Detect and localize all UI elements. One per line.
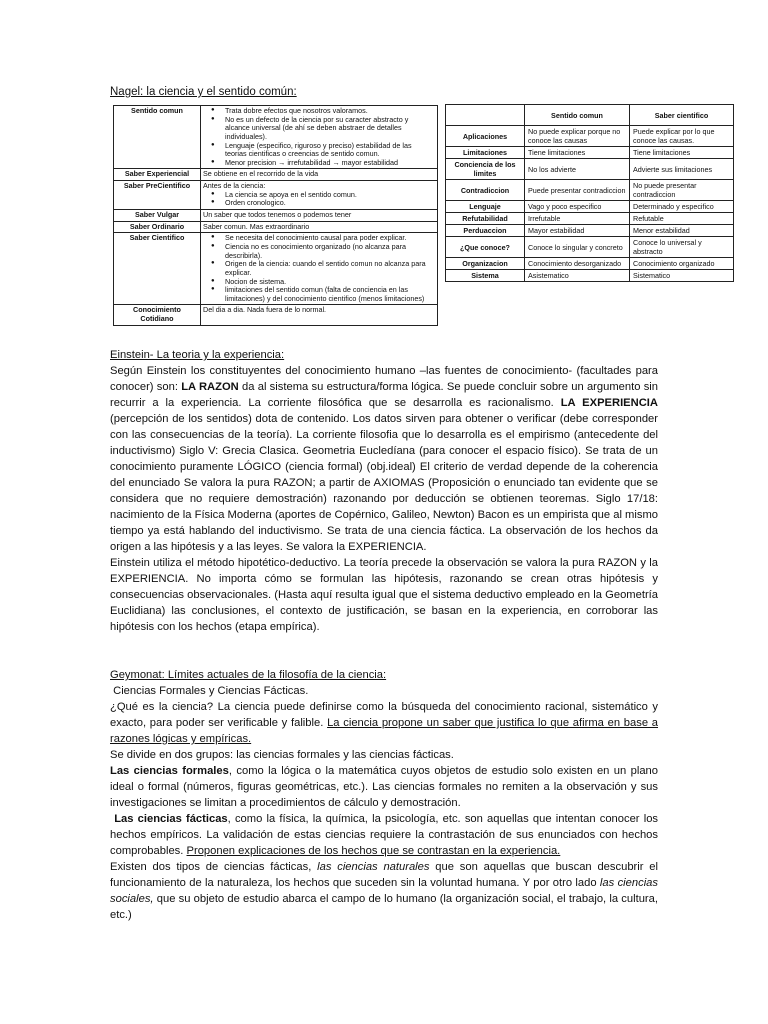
table-row — [446, 270, 734, 282]
table-cell: Perduaccion — [446, 225, 525, 237]
text-run-underlined: Proponen explicaciones de los hechos que se contrastan en la experiencia. — [186, 845, 561, 857]
table-cell: Puede presentar contradiccion — [525, 180, 630, 201]
bullet-item: ● Orden cronologico. — [225, 199, 435, 208]
text-run: ¿Qué es la ciencia? La ciencia puede definirse como la búsqueda del conocimiento racional, sistemático y exacto, para poder ser verificable y falible. — [110, 701, 658, 729]
row-label: Sentido comun — [114, 106, 201, 169]
table-row — [446, 225, 734, 237]
column-header: Saber cientifico — [630, 105, 734, 126]
table-header-row — [446, 105, 734, 126]
text-run-bold: Las ciencias formales — [110, 765, 229, 777]
text-run: , como la lógica o la matemática cuyos objetos de estudio solo existen en un plano ideal o formal (números, figuras geométricas, etc.). Las ciencias formales no remiten a la observación y sus investigaciones se limitan a procedimientos de cálculo y demostración. — [110, 765, 658, 809]
table-cell: Organizacion — [446, 258, 525, 270]
table-cell: Asistematico — [525, 270, 630, 282]
row-label: Saber Ordinario — [114, 221, 201, 233]
table-cell: ¿Que conoce? — [446, 237, 525, 258]
einstein-title: Einstein- La teoria y la experiencia: — [110, 349, 285, 361]
table-cell: Advierte sus limitaciones — [630, 159, 734, 180]
row-content: Un saber que todos tenemos o podemos tener — [201, 210, 438, 222]
geymonat-paragraph-3 — [110, 763, 658, 811]
text-run: Existen dos tipos de ciencias fácticas, — [110, 861, 318, 873]
text-run: , como la física, la química, la psicología, etc. son aquellas que intentan conocer los hechos empíricos. La validación de estas ciencias requiere la contrastación de sus enunciados con hechos comprobables. — [110, 813, 659, 857]
geymonat-paragraph-5 — [110, 859, 658, 923]
table-cell: Tiene limitaciones — [525, 147, 630, 159]
text-run-italic: las ciencias sociales, — [110, 877, 658, 905]
geymonat-paragraph-1 — [110, 699, 658, 747]
table-cell: Vago y poco especifico — [525, 201, 630, 213]
geymonat-paragraph-2: Se divide en dos grupos: las ciencias formales y las ciencias fácticas. — [110, 749, 454, 761]
geymonat-section — [110, 667, 658, 923]
text-run: que son aquellas que buscan descubrir el funcionamiento de la naturaleza, los hechos que suceden sin la voluntad humana. Y por otro lado — [110, 861, 658, 889]
table-cell: Mayor estabilidad — [525, 225, 630, 237]
text-run-bold: Las ciencias fácticas — [110, 813, 228, 825]
bullet-list — [203, 107, 435, 167]
bullet-item: ● La ciencia se apoya en el sentido comun. — [225, 191, 435, 200]
table-cell: Refutable — [630, 213, 734, 225]
bullet-item: ● Ciencia no es conocimiento organizado (no alcanza para describirla). — [225, 243, 435, 260]
text-run-underlined: La ciencia propone un saber que justifica lo que afirma en base a razones lógicas y empíricas. — [110, 717, 659, 745]
table-cell: Irrefutable — [525, 213, 630, 225]
table-cell: Conoce lo singular y concreto — [525, 237, 630, 258]
bullet-list — [203, 191, 435, 208]
nagel-comparison-table — [445, 104, 734, 282]
table-row — [446, 237, 734, 258]
row-content — [201, 181, 438, 210]
einstein-section — [110, 347, 658, 635]
table-cell: No puede presentar contradiccion — [630, 180, 734, 201]
text-run-bold: LA EXPERIENCIA — [560, 397, 658, 409]
text-run: da al sistema su estructura/forma lógica. Se puede concluir sobre un argumento sin recurrir a la experiencia. La corriente filosófica que se desarrolla es racionalismo. — [110, 381, 659, 409]
geymonat-paragraph-4 — [110, 811, 658, 859]
table-row — [114, 305, 438, 325]
table-cell: Tiene limitaciones — [630, 147, 734, 159]
table-cell: Conciencia de los limites — [446, 159, 525, 180]
row-content: Se obtiene en el recorrido de la vida — [201, 169, 438, 181]
table-cell: Sistematico — [630, 270, 734, 282]
bullet-list — [203, 234, 435, 303]
table-cell: Determinado y especifico — [630, 201, 734, 213]
bullet-item: ● Nocion de sistema. — [225, 278, 435, 287]
row-content — [201, 106, 438, 169]
table-cell: Sistema — [446, 270, 525, 282]
einstein-paragraph-1 — [110, 363, 658, 555]
table-cell: Conocimiento organizado — [630, 258, 734, 270]
text-run: (percepción de los sentidos) dota de contenido. Los datos sirven para obtener o verificar (debe corresponder con las consecuencias de la teoría). La corriente filosofia que lo desarrolla es el empirismo (antecedente del inductivismo) Siglo V: Grecia Clasica. Geometria Eucledíana (para conocer el espacio físico). Se trata de un conocimiento puramente LÓGICO (ciencia formal) (obj.ideal) El criterio de verdad depende de la coherencia del enunciado Se valora la pura RAZON; a partir de AXIOMAS (Proposición o enunciado tan evidente que se considera que no requiere demostración) razonando por deducción se obtienen teoremas. Siglo 17/18: nacimiento de la Física Moderna (aportes de Copérnico, Galileo, Newton) Bacon es un empirista que al mismo tiempo ya está hablando del inductivismo. Se trata de una ciencia fáctica. La observación de los hechos da origen a las hipótesis y a las leyes. Se valora la EXPERIENCIA. — [110, 413, 658, 553]
geymonat-subtitle: Ciencias Formales y Ciencias Fácticas. — [110, 685, 309, 697]
row-content: Del dia a dia. Nada fuera de lo normal. — [201, 305, 438, 325]
table-row — [446, 180, 734, 201]
table-row — [114, 181, 438, 210]
bullet-item: ● limitaciones del sentido comun (falta de conciencia en las limitaciones) y del conocimiento cientifico (menos limitaciones) — [225, 286, 435, 303]
text-run-bold: LA RAZON — [181, 381, 239, 393]
table-cell: No los advierte — [525, 159, 630, 180]
table-row — [446, 213, 734, 225]
table-cell: Menor estabilidad — [630, 225, 734, 237]
table-cell: Refutabilidad — [446, 213, 525, 225]
table-cell: Contradiccion — [446, 180, 525, 201]
table-row — [114, 106, 438, 169]
bullet-item: ● Lenguaje (especifico, riguroso y preciso) estabilidad de las teorias cientificas o creencias de sentido comun. — [225, 142, 435, 159]
column-header: Sentido comun — [525, 105, 630, 126]
bullet-item: ● Menor precision → irrefutabilidad → mayor estabilidad — [225, 159, 435, 168]
table-row — [114, 169, 438, 181]
table-row — [446, 126, 734, 147]
text-run: Según Einstein los constituyentes del conocimiento humano –las fuentes de conocimiento- (facultades para conocer) son: — [110, 365, 658, 393]
table-row — [114, 210, 438, 222]
table-row — [114, 221, 438, 233]
nagel-title: Nagel: la ciencia y el sentido común: — [110, 86, 297, 98]
table-cell: Conocimiento desorganizado — [525, 258, 630, 270]
row-content — [201, 233, 438, 305]
column-header — [446, 105, 525, 126]
row-text: Antes de la ciencia: — [203, 181, 266, 191]
bullet-item: ● Trata dobre efectos que nosotros valoramos. — [225, 107, 435, 116]
table-row — [446, 147, 734, 159]
table-row — [114, 233, 438, 305]
text-run-italic: las ciencias naturales — [317, 861, 430, 873]
bullet-item: ● Origen de la ciencia: cuando el sentido comun no alcanza para explicar. — [225, 260, 435, 277]
table-cell: Aplicaciones — [446, 126, 525, 147]
row-label: Conocimiento Cotidiano — [114, 305, 201, 325]
table-row — [446, 258, 734, 270]
bullet-item: ● Se necesita del conocimiento causal para poder explicar. — [225, 234, 435, 243]
einstein-paragraph-2: Einstein utiliza el método hipotético-deductivo. La teoría precede la observación se valora la pura RAZON y la EXPERIENCIA. No importa cómo se formulan las hipótesis, razonando se crean otras hipótesis y consecuencias observacionales. (Hasta aquí resulta igual que el sistema deductivo empleado en la Geometría Euclidiana) las conclusiones, el contexto de justificación, se basan en la experiencia, en corroborar las hipótesis con los hechos (etapa empírica). — [110, 557, 658, 633]
nagel-left-table — [113, 105, 438, 326]
table-cell: Lenguaje — [446, 201, 525, 213]
bullet-item: ● No es un defecto de la ciencia por su caracter abstracto y alcance universal (de ahí se deben abstraer de detalles individuales). — [225, 116, 435, 142]
table-row — [446, 159, 734, 180]
row-content: Saber comun. Mas extraordinario — [201, 221, 438, 233]
geymonat-title: Geymonat: Límites actuales de la filosofía de la ciencia: — [110, 669, 387, 681]
row-label: Saber Vulgar — [114, 210, 201, 222]
table-cell: Limitaciones — [446, 147, 525, 159]
row-label: Saber Experiencial — [114, 169, 201, 181]
table-cell: Conoce lo universal y abstracto — [630, 237, 734, 258]
table-cell: No puede explicar porque no conoce las causas — [525, 126, 630, 147]
table-cell: Puede explicar por lo que conoce las causas. — [630, 126, 734, 147]
row-label: Saber PreCientifico — [114, 181, 201, 210]
table-row — [446, 201, 734, 213]
row-label: Saber Cientifico — [114, 233, 201, 305]
text-run: que su objeto de estudio abarca el campo de lo humano (la organización social, el trabajo, la cultura, etc.) — [110, 893, 658, 921]
